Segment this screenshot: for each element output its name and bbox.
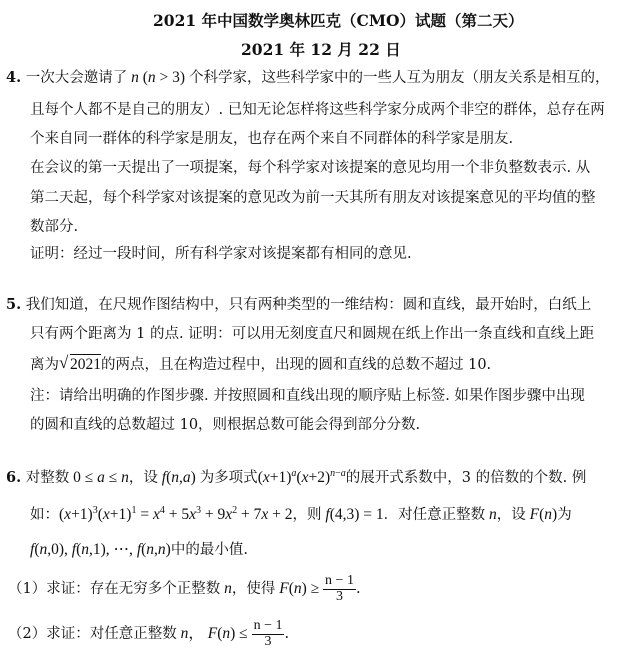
problem-5-number: 5. [6, 296, 22, 313]
fraction-n-minus-1-over-3: $\frac{n - 1}{3}$ [253, 618, 283, 649]
page-title: 2021 年中国数学奥林匹克（CMO）试题（第二天） [153, 11, 524, 30]
problem-6-text: ，设 [128, 470, 158, 486]
problem-5-text: 的两点，且在构造过程中，出现的圆和直线的总数不超过 10. [101, 357, 492, 373]
math-n: n [224, 580, 232, 598]
math-f-na: f(n,a) [161, 469, 200, 486]
problem-6-text: 中的最小值. [170, 542, 248, 558]
math-n: n [489, 506, 497, 523]
math-polynomial: $(x+1)^a(x+2)^{n-a}$ [257, 467, 346, 486]
math-f-list: f(n,0), f(n,1), ⋯, f(n,n) [30, 541, 171, 558]
problem-5-text: 离为 [30, 357, 59, 373]
problem-5-line-2: 只有两个距离为 1 的点. 证明：可以用无刻度直尺和圆规在纸上作出一条直线和直线上距 [30, 326, 595, 342]
problem-6-line-2 [30, 503, 572, 524]
part-2-text: （2）求证：对任意正整数 [8, 626, 177, 643]
problem-4-text: 一次大会邀请了 [25, 70, 128, 86]
problem-6-text: ，则 [292, 507, 322, 523]
problem-6-text: 的展开式系数中，3 的倍数的个数. 例 [345, 470, 587, 486]
sqrt-2021: √ 2021 [59, 353, 101, 373]
math-Fn: F(n) [529, 506, 558, 523]
problem-6-text: ，设 [496, 507, 526, 523]
part-1-text: （1）求证：存在无穷多个正整数 [8, 581, 221, 598]
problem-6-text: 为 [557, 507, 572, 523]
problem-4-line-1 [6, 66, 609, 87]
part-1-text: ，使得 [231, 581, 276, 598]
math-range: 0 ≤ a ≤ n [69, 469, 129, 486]
problem-6-text: 对整数 [25, 470, 70, 486]
problem-5-text: 我们知道，在尺规作图结构中，只有两种类型的一维结构：圆和直线，最开始时，白纸上 [25, 297, 592, 313]
problem-4-line-5: 第二天起，每个科学家对该提案的意见改为前一天其所有朋友对该提案意见的平均值的整 [30, 190, 596, 206]
problem-4-number: 4. [6, 69, 22, 86]
problem-6-part-2 [8, 619, 289, 649]
problem-6-text: ．对任意正整数 [383, 507, 486, 523]
problem-4-line-7: 证明：经过一段时间，所有科学家对该提案都有相同的意见. [30, 246, 412, 262]
problem-4-line-6: 数部分. [30, 219, 79, 235]
problem-6-line-1 [6, 466, 586, 487]
problem-4-line-2: 且每个人都不是自己的朋友）. 已知无论怎样将这些科学家分成两个非空的群体，总存在两 [30, 102, 605, 118]
exam-date: 2021 年 12 月 22 日 [241, 40, 401, 59]
problem-6-text: 如： [30, 507, 59, 523]
problem-4-line-4: 在会议的第一天提出了一项提案，每个科学家对该提案的意见均用一个非负整数表示. 从 [30, 160, 591, 176]
math-example-expansion: $(x+1)^3(x+1)^1 = x^4 + 5x^3 + 9x^2 + 7x + 2$ [59, 504, 293, 523]
math-n-Fn-le: n， F(n) ≤ [180, 625, 252, 643]
problem-5-line-4: 注：请给出明确的作图步骤. 并按照圆和直线出现的顺序贴上标签. 如果作图步骤中出现 [30, 388, 585, 404]
problem-5-line-5: 的圆和直线的总数超过 10，则根据总数可能会得到部分分数. [30, 417, 421, 433]
problem-6-number: 6. [6, 469, 22, 486]
problem-5-line-1 [6, 293, 591, 314]
problem-6-text: 为多项式 [199, 470, 258, 486]
part-2-period: . [284, 626, 290, 643]
problem-4-line-3: 个来自同一群体的科学家是朋友，也存在两个来自不同群体的科学家是朋友. [30, 131, 514, 147]
part-1-period: . [355, 581, 361, 598]
math-Fn-ge: F(n) ≥ [279, 580, 324, 598]
problem-5-line-3 [30, 353, 491, 374]
problem-6-line-3 [30, 538, 248, 559]
math-f43: f(4,3) = 1 [325, 506, 384, 523]
problem-4-condition: n (n > 3) [131, 69, 189, 86]
problem-6-part-1 [8, 574, 361, 604]
problem-4-text: 个科学家，这些科学家中的一些人互为朋友（朋友关系是相互的， [188, 70, 610, 86]
fraction-n-minus-1-over-3: $\frac{n - 1}{3}$ [325, 573, 354, 604]
